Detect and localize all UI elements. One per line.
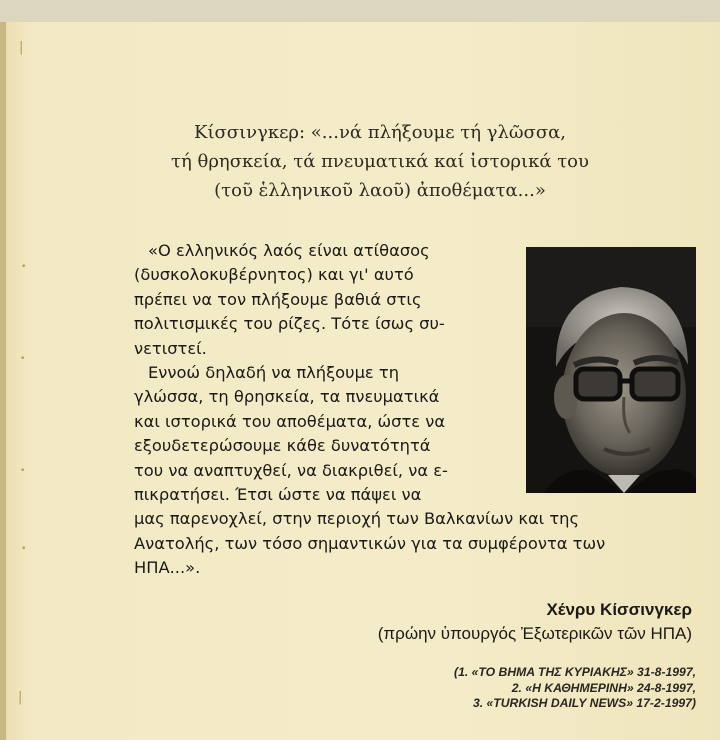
quote-line: ΗΠΑ...». [134,558,201,578]
source-line: 2. «Η ΚΑΘΗΜΕΡΙΝΗ» 24-8-1997, [511,680,696,695]
quote-line: εξουδετερώσουμε κάθε δυνατότητά [134,436,431,456]
title-line: Κίσσινγκερ: «...νά πλήξουμε τή γλῶσσα, [194,122,566,143]
quote-line: μας παρενοχλεί, στην περιοχή των Βαλκανίων και της [134,509,580,529]
quote-block [134,239,694,581]
source-line: 3. «TURKISH DAILY NEWS» 17-2-1997) [472,696,696,710]
quote-line: «Ο ελληνικός λαός είναι ατίθασος [148,241,430,260]
source-line: (1. «ΤΟ ΒΗΜΑ ΤΗΣ ΚΥΡΙΑΚΗΣ» 31-8-1997, [454,665,696,679]
title-line: τή θρησκεία, τά πνευματικά καί ἱστορικά του [171,151,589,172]
title-line: (τοῦ ἑλληνικοῦ λαοῦ) ἀποθέματα...» [214,180,546,201]
page-speck: • [20,466,26,476]
page-speck: • [21,262,27,272]
quote-line: και ιστορικά του αποθέματα, ώστε να [134,411,446,431]
quote-line: πολιτισμικές του ρίζες. Τότε ίσως συ- [134,314,445,334]
quote-line: πικρατήσει. Έτσι ώστε να πάψει να [134,485,422,505]
page-speck: • [20,354,26,364]
signature-block [378,598,692,646]
quote-line: γλώσσα, τη θρησκεία, τα πνευματικά [134,387,440,407]
quote-line: νετιστεί. [134,338,207,358]
quote-line: Ανατολής, των τόσο σημαντικών για τα συμφέροντα των [134,533,606,553]
quote-line: του να αναπτυχθεί, να διακριθεί, να ε- [134,460,448,480]
author-name: Χένρυ Κίσσινγκερ [546,600,692,619]
page-binding-edge [0,22,6,740]
quote-line: Εννοώ δηλαδή να πλήξουμε τη [148,363,400,383]
quote-line: πρέπει να τον πλήξουμε βαθιά στις [134,289,422,309]
article-title [150,118,610,205]
author-role: (πρώην ὑπουργός Ἐξωτερικῶν τῶν ΗΠΑ) [377,624,692,643]
page-speck: • [21,544,27,554]
quote-line: (δυσκολοκυβέρνητος) και γι' αυτό [134,265,414,285]
source-citations [454,665,696,712]
page-speck: | [19,40,24,55]
page-speck: | [18,690,23,705]
